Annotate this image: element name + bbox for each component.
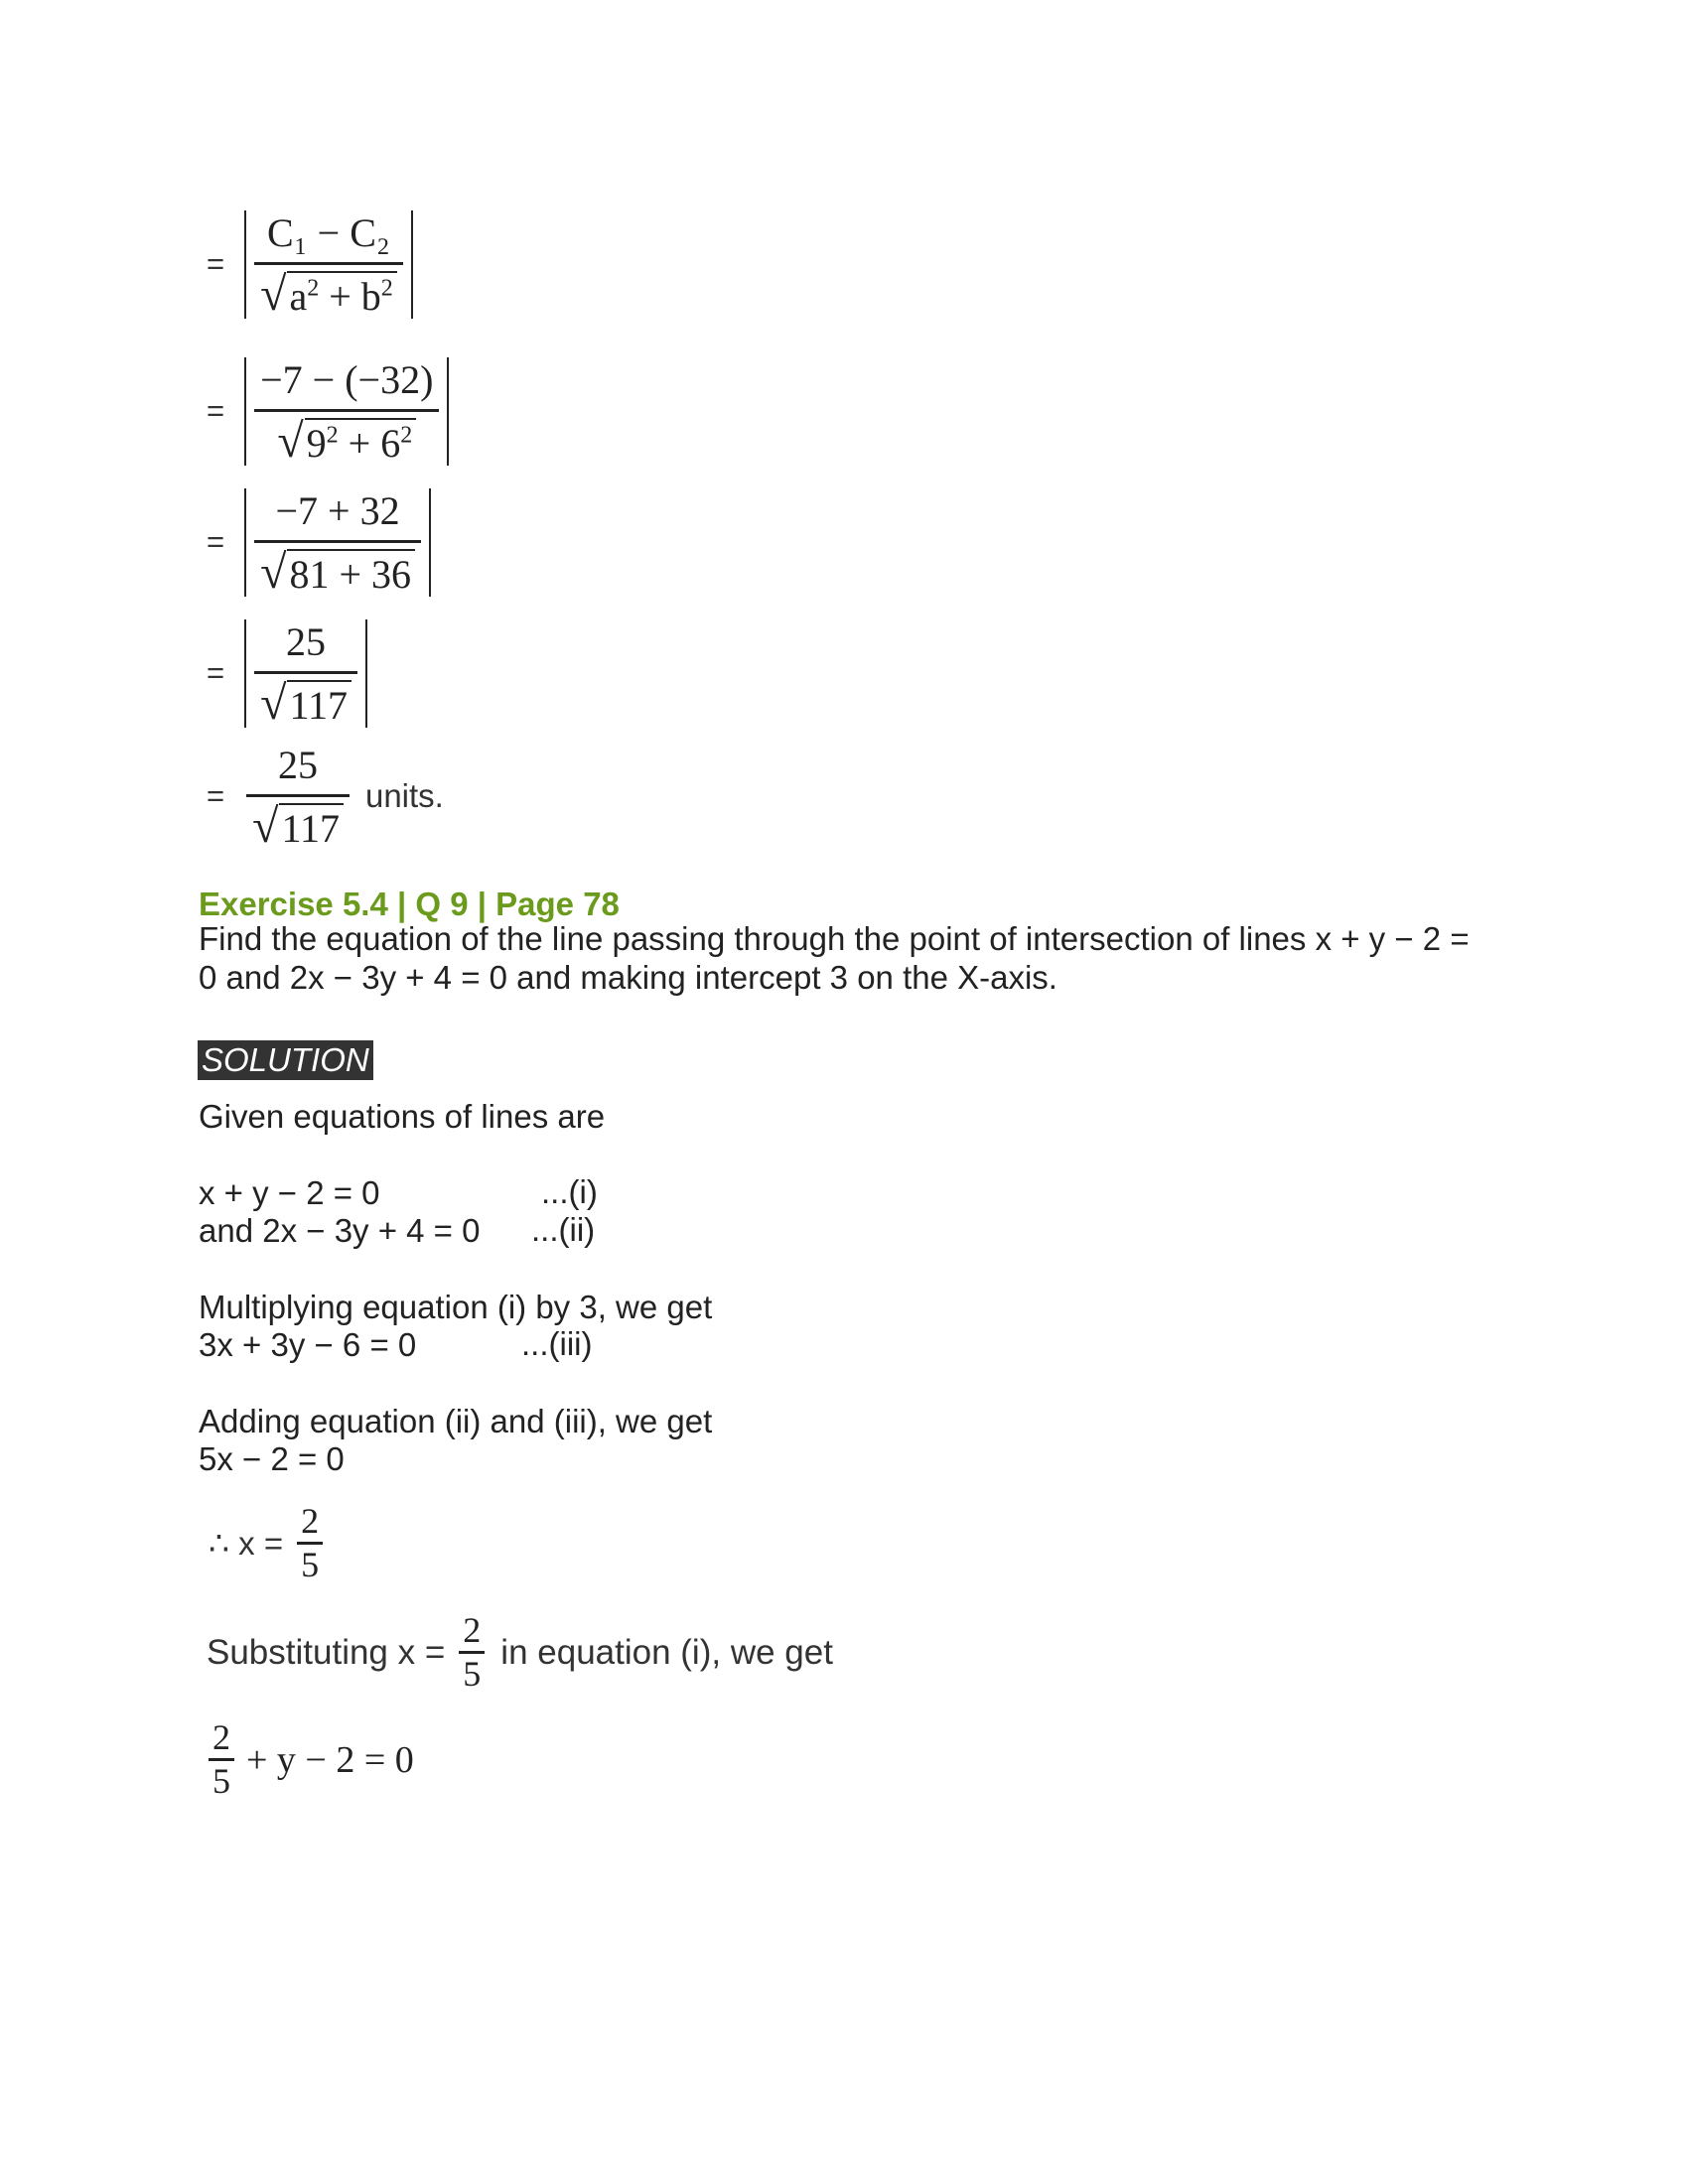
therefore-prefix: ∴ x = (209, 1525, 284, 1563)
denominator: 5 (212, 1760, 230, 1801)
radicand: 81 + 36 (287, 549, 415, 597)
denominator: 5 (463, 1653, 482, 1694)
multiply-text: Multiplying equation (i) by 3, we get (199, 1289, 713, 1325)
fraction (459, 1610, 485, 1695)
radicand: $a^2 + b^2$ (287, 271, 396, 319)
equation-1-tag: ...(i) (541, 1173, 598, 1210)
equation-3-tag: ...(iii) (521, 1325, 593, 1362)
denominator: 5 (301, 1544, 320, 1584)
equation-3: 3x + 3y − 6 = 0 (199, 1326, 417, 1363)
fraction (254, 357, 439, 466)
radicand: $9^2 + 6^2$ (305, 418, 417, 466)
radical-icon: √ (260, 545, 287, 599)
numerator: −7 + 32 (275, 488, 400, 533)
numerator: 2 (463, 1610, 482, 1650)
radical-icon: √ (260, 267, 287, 321)
denominator (254, 265, 403, 319)
final-rest: + y − 2 = 0 (246, 1738, 414, 1781)
absolute-value (244, 210, 413, 319)
equals-sign: = (207, 524, 225, 560)
question-line-1: Find the equation of the line passing through the point of intersection of lines x + y − 2 = (199, 920, 1470, 957)
denominator (271, 412, 422, 466)
derivation-step-4 (207, 619, 367, 728)
derivation-step-2 (207, 357, 449, 466)
term-a: a (289, 273, 308, 319)
numerator: 2 (212, 1717, 230, 1757)
derivation-step-5 (207, 743, 444, 851)
given-text: Given equations of lines are (199, 1098, 606, 1135)
radical-icon: √ (277, 414, 304, 468)
denominator (254, 543, 421, 597)
numerator: 25 (286, 619, 327, 664)
absolute-value (244, 488, 431, 597)
radicand: 117 (287, 680, 352, 728)
unit-label: units. (364, 777, 444, 815)
denominator (246, 797, 350, 851)
equals-sign: = (207, 655, 225, 691)
numerator: −7 − (−32) (260, 357, 434, 402)
equation-2: and 2x − 3y + 4 = 0 (199, 1212, 481, 1249)
question-line-2: 0 and 2x − 3y + 4 = 0 and making intercept 3 on the X-axis. (199, 959, 1057, 996)
solution-label: SOLUTION (198, 1040, 373, 1080)
substitute-suffix: in equation (i), we get (500, 1632, 833, 1672)
equals-sign: = (207, 246, 225, 282)
absolute-value (244, 357, 449, 466)
add-text: Adding equation (ii) and (iii), we get (199, 1403, 713, 1439)
denominator (254, 674, 357, 728)
radicand: 117 (279, 803, 344, 851)
substitute-prefix: Substituting x = (207, 1632, 446, 1672)
numerator: 25 (278, 743, 319, 787)
absolute-value (244, 619, 367, 728)
radical-icon: √ (252, 799, 279, 853)
fraction (254, 488, 421, 597)
fraction (297, 1501, 323, 1585)
numerator: C₁ − C₂ (267, 210, 390, 255)
derivation-step-1 (207, 210, 413, 319)
equation-1: x + y − 2 = 0 (199, 1174, 380, 1211)
fraction (254, 210, 403, 319)
derivation-step-3 (207, 488, 431, 597)
fraction (254, 619, 357, 728)
exercise-heading: Exercise 5.4 | Q 9 | Page 78 (199, 886, 620, 922)
equals-sign: = (207, 393, 225, 429)
numerator: 2 (301, 1501, 320, 1541)
term-a: 9 (306, 420, 327, 466)
equation-4: 5x − 2 = 0 (199, 1440, 345, 1477)
fraction (209, 1717, 234, 1802)
final-equation (209, 1717, 414, 1802)
equation-2-tag: ...(ii) (531, 1211, 596, 1248)
term-b: b (360, 273, 381, 319)
equals-sign: = (207, 778, 225, 814)
fraction (246, 743, 350, 851)
radical-icon: √ (260, 676, 287, 730)
term-b: 6 (380, 420, 401, 466)
substituting-line (207, 1610, 833, 1695)
therefore-x (209, 1501, 323, 1585)
